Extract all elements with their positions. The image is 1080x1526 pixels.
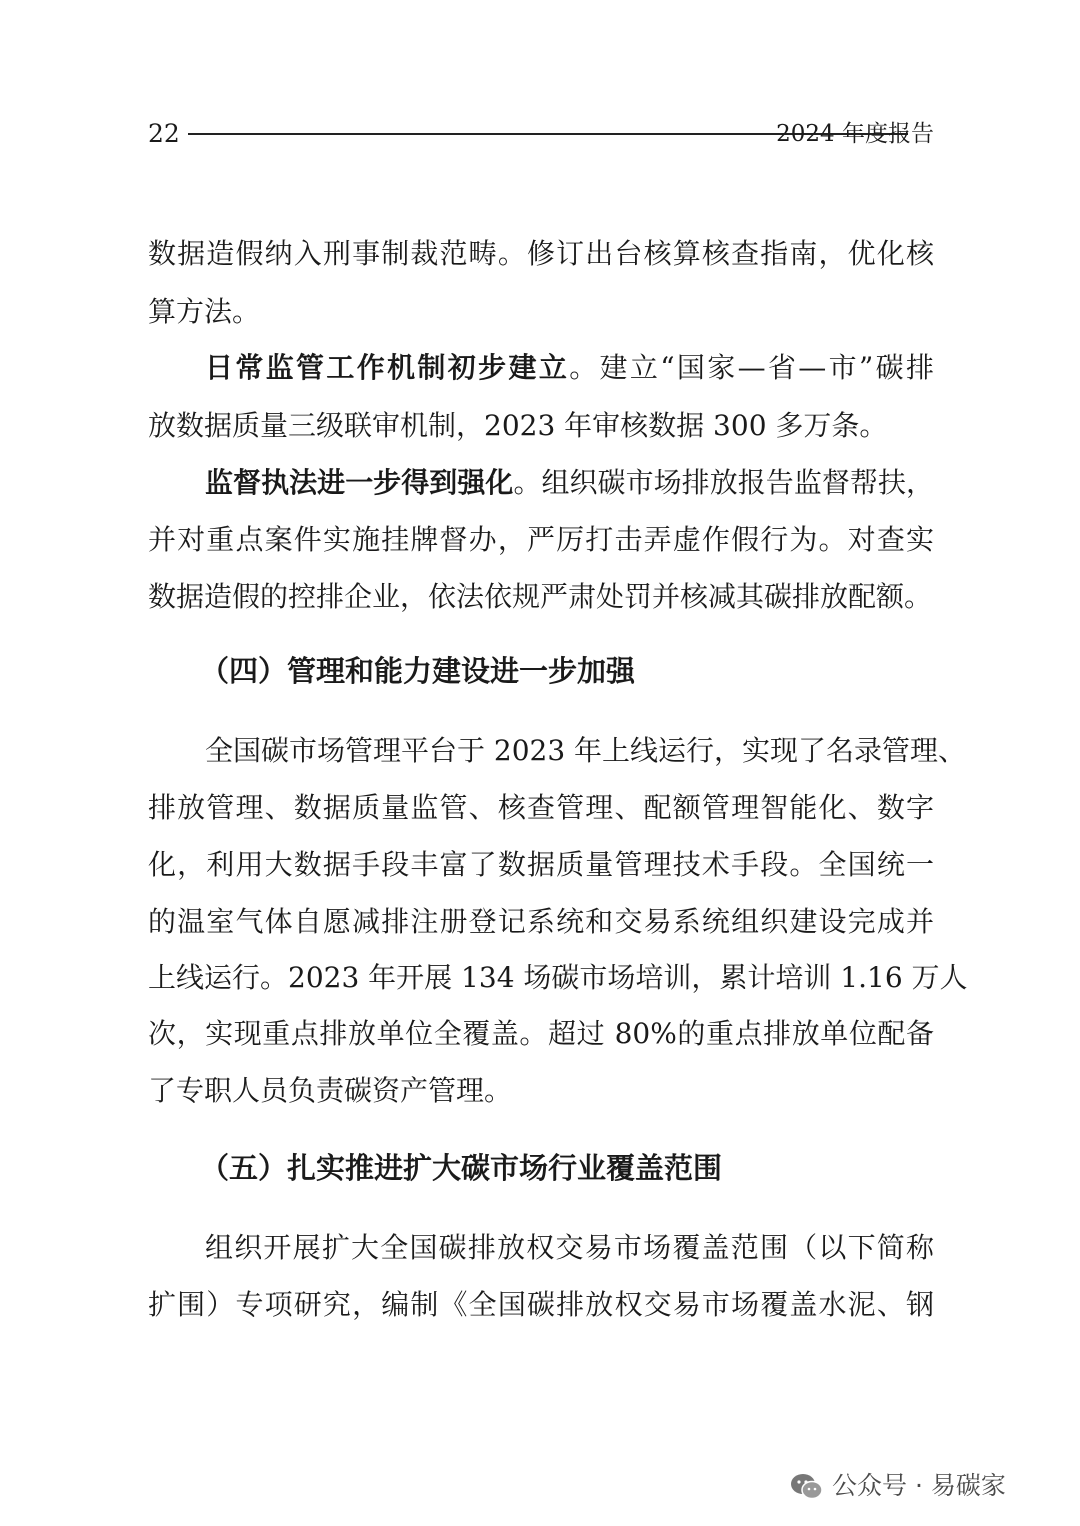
paragraph-text: 。组织碳市场排放报告监督帮扶， (513, 466, 934, 499)
section-heading-4: （四）管理和能力建设进一步加强 (200, 654, 636, 688)
bold-lead: 日常监管工作机制初步建立 (205, 351, 570, 384)
wechat-watermark (790, 1466, 1006, 1506)
paragraph-line: 组织开展扩大全国碳排放权交易市场覆盖范围（以下简称 (205, 1231, 934, 1264)
watermark-text: 公众号 · 易碳家 (832, 1471, 1006, 1500)
page-number: 22 (148, 119, 180, 148)
wechat-icon (790, 1473, 824, 1501)
paragraph-line: 放数据质量三级联审机制，2023 年审核数据 300 多万条。 (148, 409, 888, 442)
paragraph-line: 了专职人员负责碳资产管理。 (148, 1074, 513, 1107)
paragraph-line (205, 463, 934, 503)
paragraph-line (205, 348, 934, 388)
bold-lead: 监督执法进一步得到强化 (205, 466, 514, 499)
page-header (148, 116, 934, 152)
section-heading-5: （五）扎实推进扩大碳市场行业覆盖范围 (200, 1151, 723, 1185)
paragraph-line: 算方法。 (148, 295, 261, 328)
paragraph-text: 。建立“国家—省—市”碳排 (569, 351, 934, 384)
paragraph-line: 上线运行。2023 年开展 134 场碳市场培训，累计培训 1.16 万人 (148, 961, 968, 994)
paragraph-line: 并对重点案件实施挂牌督办，严厉打击弄虚作假行为。对查实 (148, 523, 934, 556)
paragraph-line: 排放管理、数据质量监管、核查管理、配额管理智能化、数字 (148, 791, 934, 824)
paragraph-line: 的温室气体自愿减排注册登记系统和交易系统组织建设完成并 (148, 905, 934, 938)
report-title: 2024 年度报告 (776, 121, 934, 147)
paragraph-line: 次，实现重点排放单位全覆盖。超过 80%的重点排放单位配备 (148, 1017, 934, 1050)
paragraph-line: 全国碳市场管理平台于 2023 年上线运行，实现了名录管理、 (205, 734, 967, 767)
paragraph-line: 化，利用大数据手段丰富了数据质量管理技术手段。全国统一 (148, 848, 934, 881)
paragraph-line: 数据造假的控排企业，依法依规严肃处罚并核减其碳排放配额。 (148, 580, 933, 613)
paragraph-line: 扩围）专项研究，编制《全国碳排放权交易市场覆盖水泥、钢 (148, 1288, 934, 1321)
paragraph-line: 数据造假纳入刑事制裁范畴。修订出台核算核查指南，优化核 (148, 237, 934, 270)
